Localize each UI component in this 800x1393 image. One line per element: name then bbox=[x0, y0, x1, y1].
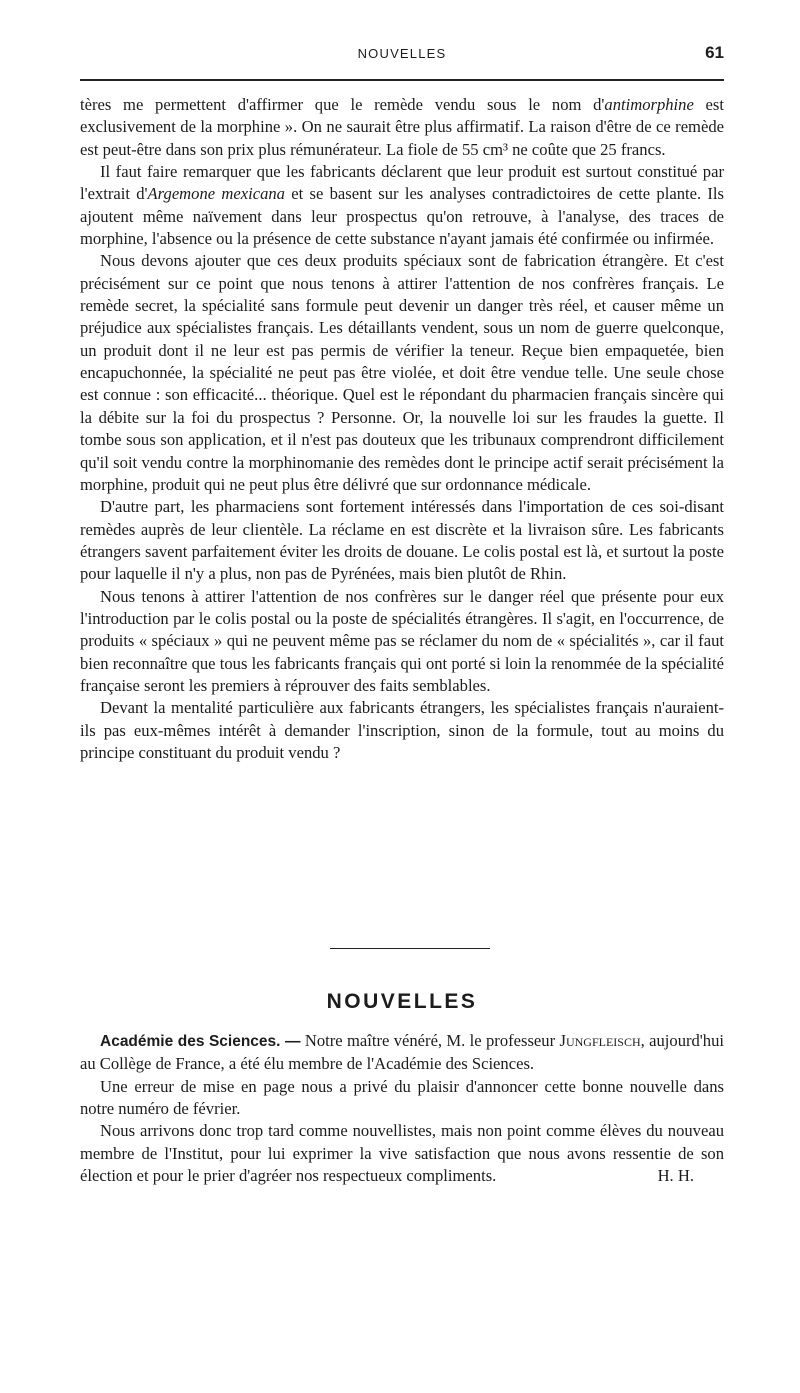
text-run: Notre maître vénéré, M. le professeur bbox=[300, 1031, 560, 1050]
page bbox=[80, 0, 725, 1186]
article-body bbox=[80, 94, 724, 764]
article-paragraph-4: D'autre part, les pharmaciens sont fortement intéressés dans l'importation de ces soi-disant remèdes auprès de leur clientèle. La réclame en est discrète et la livraison sûre. Les fabricants étrangers savent parfaitement éviter les droits de douane. Le colis postal est là, et surtout la poste pour laquelle il n'y a plus, non pas de Pyrénées, mais bien plutôt de Rhin. bbox=[80, 497, 724, 584]
text-run: et se basent sur les analyses contradictoires de cette plante. Ils ajoutent même naïvement dans leur prospectus qu'on retrouve, à l'analyse, des traces de morphine, l'absence ou la présence de cette substance n'ayant jamais été confirmée ou infirmée. bbox=[80, 184, 724, 249]
article-paragraph-1 bbox=[80, 94, 724, 161]
article-paragraph-2 bbox=[80, 161, 724, 250]
news-paragraph-2: Une erreur de mise en page nous a privé du plaisir d'annoncer cette bonne nouvelle dans notre numéro de février. bbox=[80, 1076, 724, 1119]
signature: H. H. bbox=[657, 1166, 694, 1186]
article-paragraph-3: Nous devons ajouter que ces deux produits spéciaux sont de fabrication étrangère. Et c'est précisément sur ce point que nous tenons à attirer l'attention de nos confrères français. Le remède secret, la spécialité sans formule peut devenir un danger très réel, et causer même un préjudice aux spécialistes français. Les détaillants vendent, sous un nom de guerre quelconque, un produit dont il ne leur est pas permis de vérifier la teneur. Reçue bien empaquetée, bien encapuchonnée, la spécialité ne peut pas être violée, et doit être vendue telle. Une seule chose est connue : son efficacité... théorique. Quel est le répondant du pharmacien français sincère qui la débite sur la foi du prospectus ? Personne. Or, la nouvelle loi sur les fraudes la guette. Il tombe sous son application, et il n'est pas douteux que les tribunaux comprendront difficilement qu'il soit vendu contre la morphinomanie des remèdes dont le principe actif serait précisément la morphine, produit qui ne peut plus être délivré que sur ordonnance médicale. bbox=[80, 251, 724, 494]
italic-term: antimorphine bbox=[604, 95, 694, 114]
text-run: Nous arrivons donc trop tard comme nouvellistes, mais non point comme élèves du nouveau membre de l'Institut, pour lui exprimer la vive satisfaction que nous avons ressentie de son élection et pour le prier d'agréer nos respectueux compliments. bbox=[80, 1121, 724, 1186]
article-paragraph-5: Nous tenons à attirer l'attention de nos confrères sur le danger réel que présente pour eux l'introduction par le colis postal ou la poste de spécialités étrangères. Il s'agit, en l'occurrence, de produits « spéciaux » qui ne peuvent même pas se réclamer du nom de « spécialités », car il faut bien reconnaître que tous les fabricants français qui ont porté si loin la renommée de la spécialité française seront les premiers à réprouver des faits semblables. bbox=[80, 586, 724, 695]
section-title: NOUVELLES bbox=[326, 990, 478, 1013]
article-paragraph-6: Devant la mentalité particulière aux fabricants étrangers, les spécialistes français n'auraient-ils pas eux-mêmes intérêt à demander l'inscription, sinon de la formule, tout au moins du principe constituant du produit vendu ? bbox=[80, 698, 724, 762]
news-paragraph-3 bbox=[80, 1120, 724, 1187]
text-run: est exclusivement de la morphine ». On ne saurait être plus affirmatif. La raison d'être de ce remède est peut-être dans son prix plus rémunérateur. La fiole de 55 cm³ ne coûte que 25 francs. bbox=[80, 95, 724, 159]
news-section bbox=[80, 1030, 724, 1187]
text-run: , aujourd'hui au Collège de France, a été élu membre de l'Académie des Sciences. bbox=[80, 1031, 725, 1074]
news-item-heading: Académie des Sciences. — bbox=[100, 1033, 301, 1050]
text-run: Il faut faire remarquer que les fabricants déclarent que leur produit est surtout constitué par l'extrait d' bbox=[80, 162, 724, 204]
text-run: tères me permettent d'affirmer que le remède vendu sous le nom d' bbox=[80, 95, 605, 114]
header-rule bbox=[80, 79, 724, 81]
running-head bbox=[80, 0, 724, 70]
running-title: NOUVELLES bbox=[357, 46, 447, 61]
news-paragraph-1 bbox=[80, 1030, 724, 1076]
page-number: 61 bbox=[705, 43, 724, 62]
professor-name: Jungfleisch bbox=[559, 1031, 641, 1050]
italic-term: Argemone mexicana bbox=[147, 184, 285, 204]
section-divider bbox=[330, 948, 490, 949]
